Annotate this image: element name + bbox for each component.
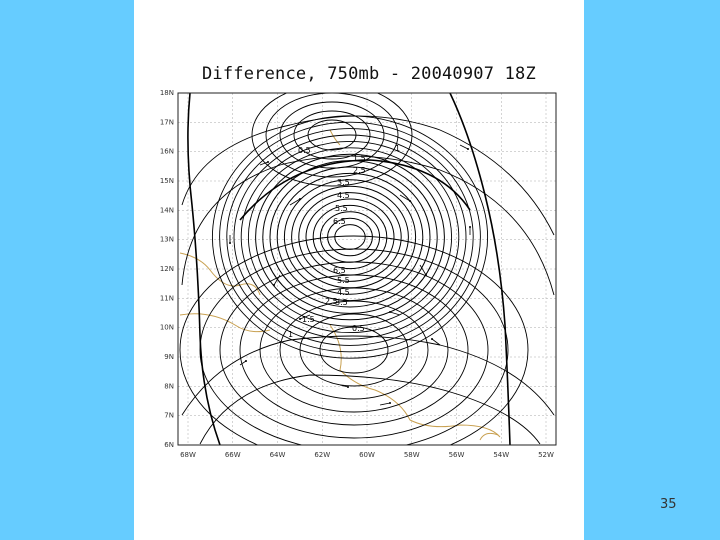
lat-label: 11N	[159, 294, 174, 303]
lat-label: 6N	[164, 441, 174, 449]
wind-arrow-head	[267, 161, 269, 163]
lon-label: 64W	[269, 451, 286, 459]
lat-label: 12N	[159, 265, 174, 273]
wind-arrow-head	[299, 318, 301, 320]
lon-label: 68W	[180, 451, 196, 459]
contour-label: 2.5	[325, 297, 338, 306]
contour-ring-north	[280, 102, 384, 168]
latitude-labels	[160, 89, 174, 449]
contour-outer	[182, 336, 554, 415]
lat-label: 10N	[159, 323, 174, 332]
contour-ring-south	[320, 327, 388, 373]
contour-ring-north	[252, 85, 412, 186]
lat-label: 7N	[164, 411, 174, 420]
coastline	[480, 433, 498, 440]
wind-arrow-head	[467, 148, 469, 150]
coastline	[330, 325, 500, 437]
wind-arrow-head	[425, 274, 427, 276]
lon-label: 52W	[538, 451, 554, 459]
contour-ring	[212, 116, 487, 358]
contour-label: 4.5	[337, 288, 350, 297]
contour-label: 1.5	[302, 315, 315, 324]
contour-label: 2.5	[353, 166, 366, 175]
wind-arrow	[380, 403, 390, 405]
wind-arrow-head	[347, 386, 349, 388]
lat-label: 14N	[159, 206, 174, 215]
wind-arrow-head	[469, 226, 471, 228]
contour-ring	[292, 186, 409, 288]
contour-label: 5.5	[337, 276, 350, 285]
contour-label: 6.5	[333, 217, 346, 226]
contour-ring	[335, 225, 365, 250]
lat-label: 18N	[159, 89, 174, 97]
lon-label: 54W	[493, 451, 510, 459]
contour-ring	[263, 161, 437, 314]
contour-label: 4.5	[337, 191, 350, 200]
wind-arrow-head	[245, 360, 247, 362]
longitude-labels	[180, 451, 554, 459]
contour-label: 3.5	[337, 178, 350, 187]
figure-title: Difference, 750mb - 20040907 18Z	[202, 64, 536, 84]
contour-label: 1.5	[353, 154, 366, 163]
contour-label: 1	[288, 330, 294, 339]
wind-arrow-head	[389, 311, 391, 313]
contour-ring	[234, 135, 466, 339]
contour-ring	[284, 180, 415, 294]
contour-label: 6.5	[333, 266, 346, 275]
lat-label: 8N	[164, 382, 174, 391]
contour-label: 0.5	[298, 146, 311, 155]
wind-arrow-head	[409, 200, 411, 202]
lon-label: 60W	[359, 451, 375, 459]
wind-arrow	[460, 145, 468, 149]
contour-ring-south	[200, 249, 508, 451]
lat-label: 16N	[159, 147, 174, 156]
lon-label: 66W	[224, 451, 241, 459]
wind-arrow	[390, 312, 400, 315]
contour-label: 5.5	[335, 204, 348, 213]
lon-label: 62W	[314, 451, 331, 459]
lat-label: 13N	[159, 235, 174, 244]
contour-label: 3.5	[335, 298, 348, 307]
lat-label: 15N	[159, 177, 174, 185]
wind-arrow-head	[431, 338, 433, 340]
contour-label: 0.5	[352, 324, 365, 333]
lon-label: 58W	[403, 451, 420, 459]
contour-ring	[248, 148, 451, 326]
contour-ring	[299, 193, 401, 282]
lat-label: 17N	[159, 118, 174, 127]
page-number: 35	[660, 497, 677, 512]
lon-label: 56W	[448, 451, 465, 459]
wind-arrow-head	[299, 198, 301, 200]
wind-arrow-head	[229, 242, 231, 244]
contour-map	[140, 85, 565, 460]
wind-arrow-head	[273, 284, 275, 286]
contour-label: 1	[395, 144, 401, 153]
lat-label: 9N	[164, 353, 174, 361]
wind-arrow-head	[389, 402, 391, 404]
